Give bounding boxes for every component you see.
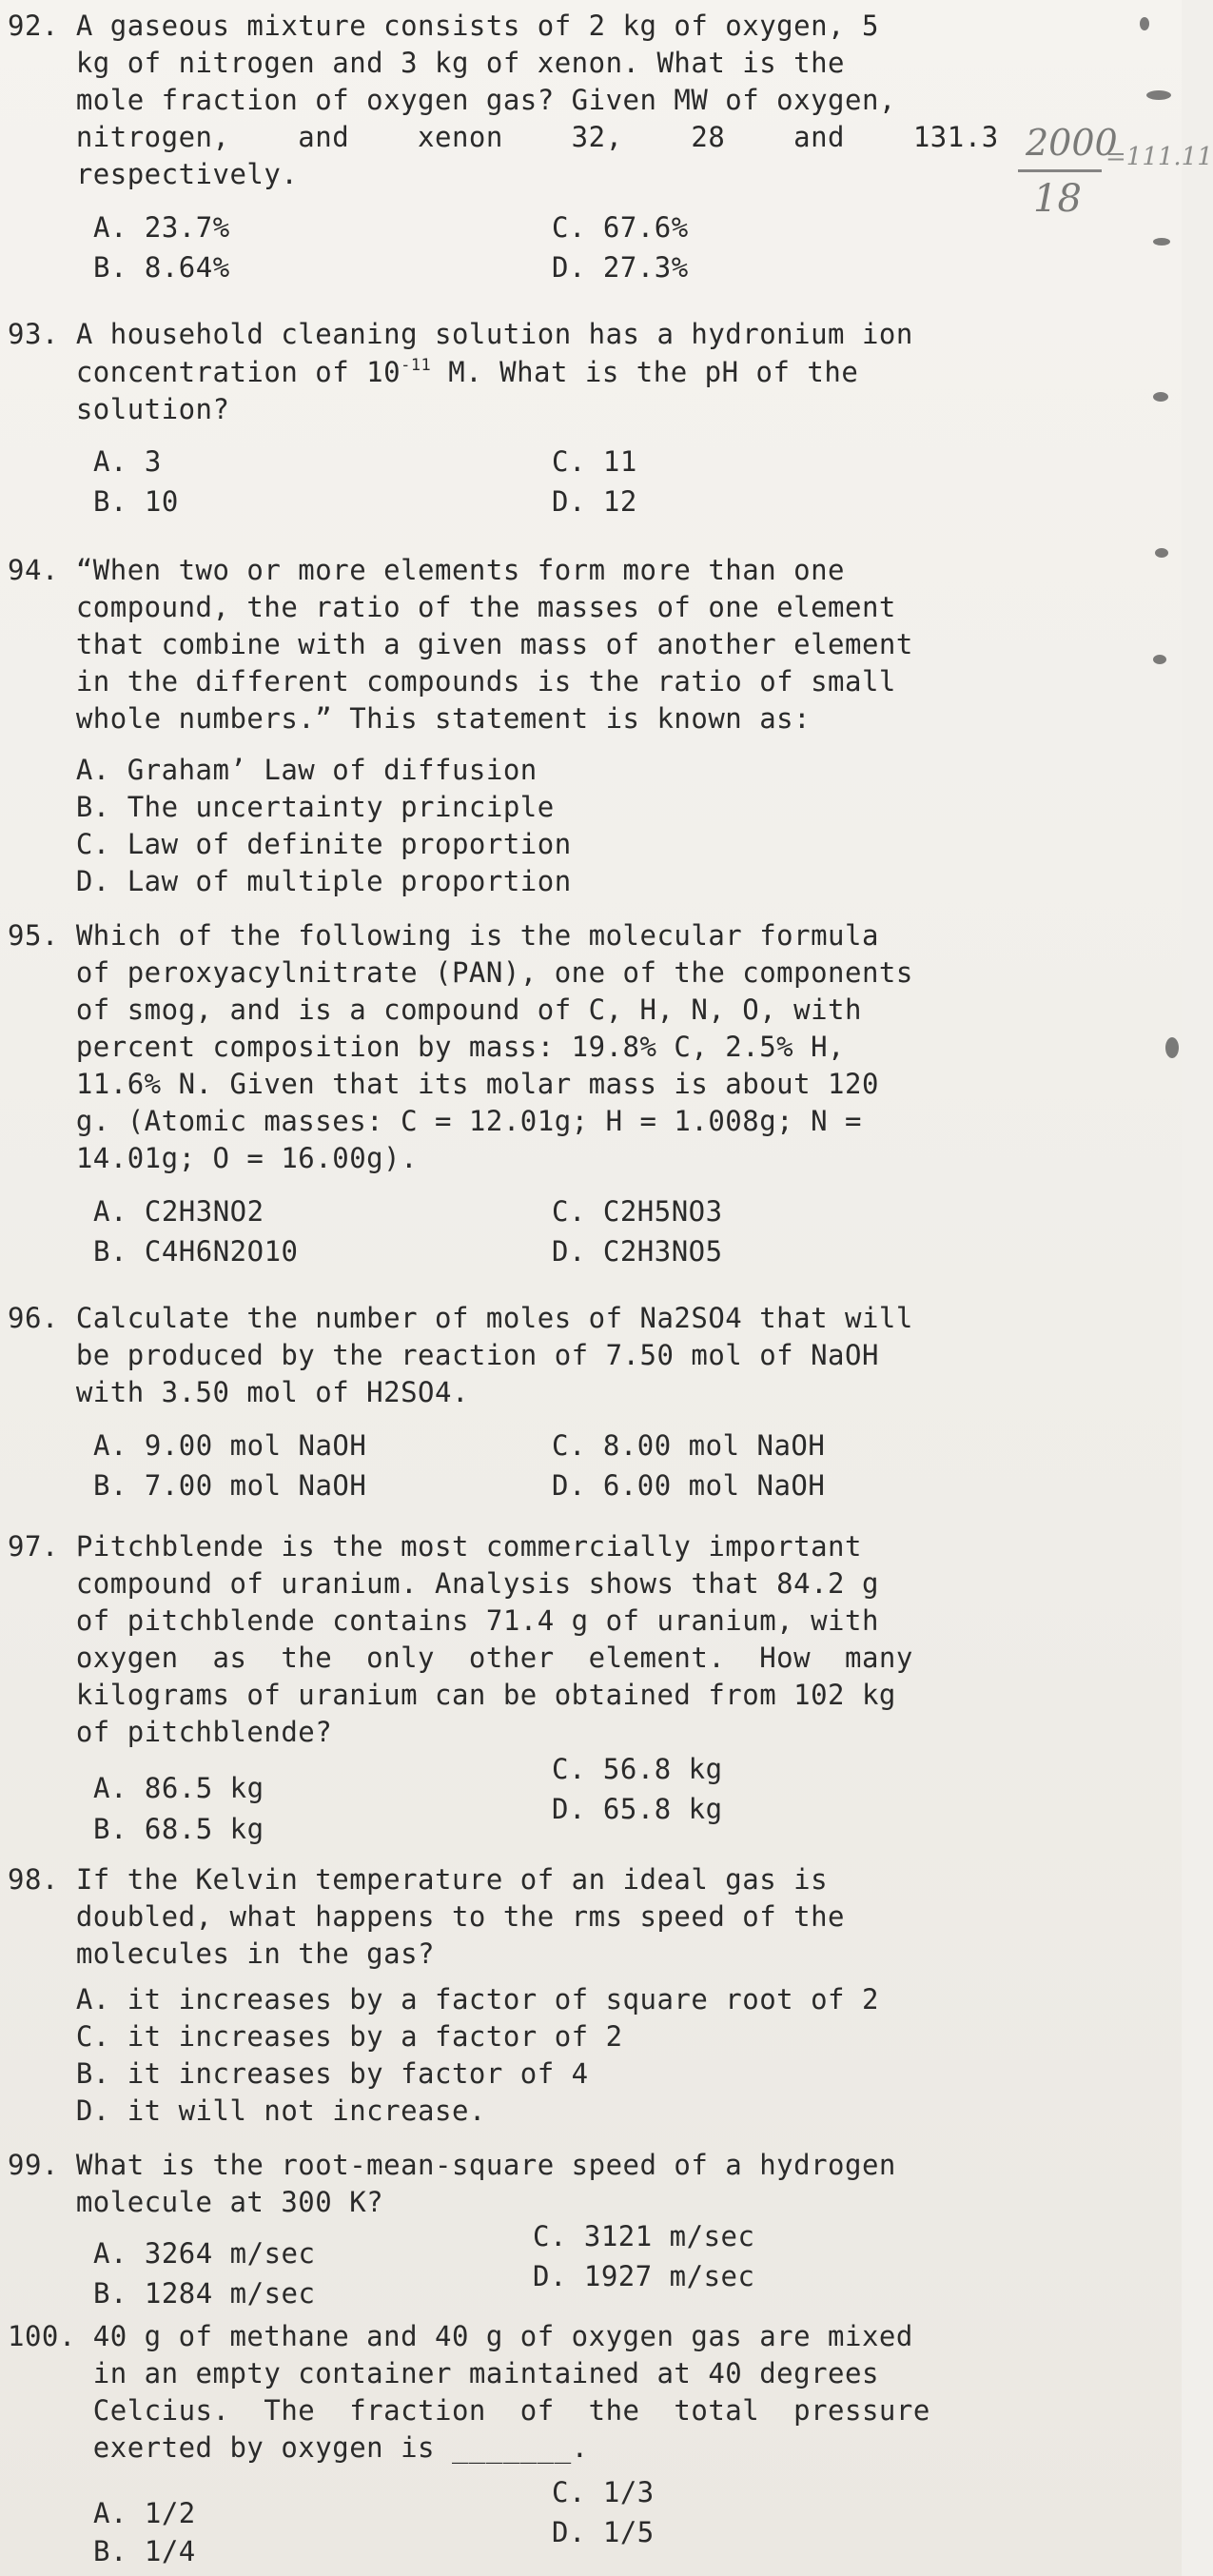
margin-note-fraction-bottom: 18: [1033, 177, 1082, 221]
option-a[interactable]: A. C2H3NO2: [93, 1195, 264, 1228]
option-d[interactable]: D. 1/5: [552, 2516, 655, 2548]
question-text-line: exerted by oxygen is _______.: [8, 2431, 589, 2464]
question-text-line: kg of nitrogen and 3 kg of xenon. What is the: [8, 47, 846, 79]
option-b[interactable]: B. 7.00 mol NaOH: [93, 1469, 367, 1502]
option-a[interactable]: A. 86.5 kg: [93, 1772, 264, 1804]
option-a[interactable]: A. 3: [93, 445, 162, 478]
question-text-line: 94. “When two or more elements form more than one: [8, 554, 846, 586]
margin-note-fraction-top: 2000: [1026, 122, 1118, 164]
question-text-line: 98. If the Kelvin temperature of an ideal gas is: [8, 1863, 829, 1896]
question-text-line: of pitchblende contains 71.4 g of uranium, with: [8, 1604, 879, 1637]
question-text-line: 11.6% N. Given that its molar mass is about 120: [8, 1068, 879, 1100]
option-a[interactable]: A. 1/2: [93, 2497, 196, 2529]
question-text-line: 100. 40 g of methane and 40 g of oxygen gas are mixed: [8, 2320, 913, 2352]
page-mark: [1155, 548, 1168, 558]
question-text-line: with 3.50 mol of H2SO4.: [8, 1376, 469, 1408]
option-a[interactable]: A. Graham’ Law of diffusion: [8, 754, 538, 786]
question-text-line: of smog, and is a compound of C, H, N, O, with: [8, 993, 862, 1026]
page-mark: [1153, 238, 1170, 246]
option-d[interactable]: D. 27.3%: [552, 251, 689, 284]
option-c[interactable]: C. 3121 m/sec: [533, 2220, 755, 2252]
option-c[interactable]: C. it increases by a factor of 2: [8, 2020, 623, 2053]
question-text-line: be produced by the reaction of 7.50 mol of NaOH: [8, 1339, 879, 1371]
option-d[interactable]: D. it will not increase.: [8, 2094, 486, 2127]
question-text-line: in the different compounds is the ratio of small: [8, 665, 896, 698]
question-text-line: of pitchblende?: [8, 1716, 333, 1748]
question-text-line: doubled, what happens to the rms speed of the: [8, 1900, 846, 1933]
question-text-line: 96. Calculate the number of moles of Na2SO4 that will: [8, 1302, 913, 1334]
margin-note-result: =111.11: [1105, 143, 1213, 171]
question-text-line: solution?: [8, 393, 230, 425]
question-text-line: in an empty container maintained at 40 degrees: [8, 2357, 879, 2389]
option-a[interactable]: A. 23.7%: [93, 211, 230, 244]
question-text-line: whole numbers.” This statement is known as:: [8, 702, 812, 735]
option-b[interactable]: B. C4H6N2O10: [93, 1235, 299, 1268]
option-b[interactable]: B. 10: [93, 485, 179, 518]
option-b[interactable]: B. it increases by factor of 4: [8, 2057, 589, 2090]
question-text-line: oxygen as the only other element. How many: [8, 1642, 913, 1674]
question-text-line: of peroxyacylnitrate (PAN), one of the components: [8, 956, 913, 989]
question-text-line: mole fraction of oxygen gas? Given MW of oxygen,: [8, 84, 896, 116]
question-text-line: 95. Which of the following is the molecular formula: [8, 919, 879, 952]
question-text-line: molecule at 300 K?: [8, 2186, 384, 2218]
question-text-line: kilograms of uranium can be obtained from 102 kg: [8, 1679, 896, 1711]
option-d[interactable]: D. Law of multiple proportion: [8, 865, 572, 897]
page-mark: [1140, 17, 1149, 30]
option-c[interactable]: C. 11: [552, 445, 637, 478]
question-text-line: g. (Atomic masses: C = 12.01g; H = 1.008g; N =: [8, 1105, 862, 1137]
page-mark: [1165, 1037, 1179, 1058]
question-text-line: respectively.: [8, 158, 299, 190]
option-c[interactable]: C. C2H5NO3: [552, 1195, 723, 1228]
question-text-line: Celcius. The fraction of the total pressure: [8, 2394, 930, 2427]
page-mark: [1153, 655, 1166, 664]
question-text-line: compound of uranium. Analysis shows that 84.2 g: [8, 1567, 879, 1600]
option-b[interactable]: B. 1284 m/sec: [93, 2277, 316, 2310]
question-text-line: nitrogen, and xenon 32, 28 and 131.3: [8, 121, 999, 153]
question-text-line: 14.01g; O = 16.00g).: [8, 1142, 419, 1174]
question-text-line: concentration of $10^{-11}$ M. What is the pH of the: [8, 356, 859, 388]
question-text-line: 97. Pitchblende is the most commercially important: [8, 1530, 862, 1563]
option-c[interactable]: C. Law of definite proportion: [8, 828, 572, 860]
page-mark: [1153, 392, 1168, 402]
option-c[interactable]: C. 8.00 mol NaOH: [552, 1429, 826, 1462]
question-text-line: 93. A household cleaning solution has a hydronium ion: [8, 318, 913, 350]
option-a[interactable]: A. 9.00 mol NaOH: [93, 1429, 367, 1462]
question-text-line: 92. A gaseous mixture consists of 2 kg of oxygen, 5: [8, 10, 879, 42]
question-text-line: 99. What is the root-mean-square speed of a hydrogen: [8, 2149, 896, 2181]
option-c[interactable]: C. 67.6%: [552, 211, 689, 244]
page-mark: [1146, 90, 1171, 100]
option-d[interactable]: D. 12: [552, 485, 637, 518]
option-c[interactable]: C. 56.8 kg: [552, 1753, 723, 1785]
option-d[interactable]: D. 65.8 kg: [552, 1793, 723, 1825]
option-d[interactable]: D. 1927 m/sec: [533, 2260, 755, 2292]
option-a[interactable]: A. 3264 m/sec: [93, 2237, 316, 2270]
option-b[interactable]: B. 8.64%: [93, 251, 230, 284]
question-text-line: molecules in the gas?: [8, 1937, 435, 1970]
option-b[interactable]: B. 68.5 kg: [93, 1813, 264, 1845]
margin-fraction-bar: [1018, 169, 1102, 172]
option-b[interactable]: B. The uncertainty principle: [8, 791, 555, 823]
question-text-line: compound, the ratio of the masses of one element: [8, 591, 896, 623]
question-text-line: that combine with a given mass of another element: [8, 628, 913, 660]
option-c[interactable]: C. 1/3: [552, 2476, 655, 2508]
option-a[interactable]: A. it increases by a factor of square root of 2: [8, 1983, 879, 2016]
option-d[interactable]: D. 6.00 mol NaOH: [552, 1469, 826, 1502]
option-b[interactable]: B. 1/4: [93, 2535, 196, 2567]
option-d[interactable]: D. C2H3NO5: [552, 1235, 723, 1268]
question-text-line: percent composition by mass: 19.8% C, 2.5% H,: [8, 1031, 846, 1063]
